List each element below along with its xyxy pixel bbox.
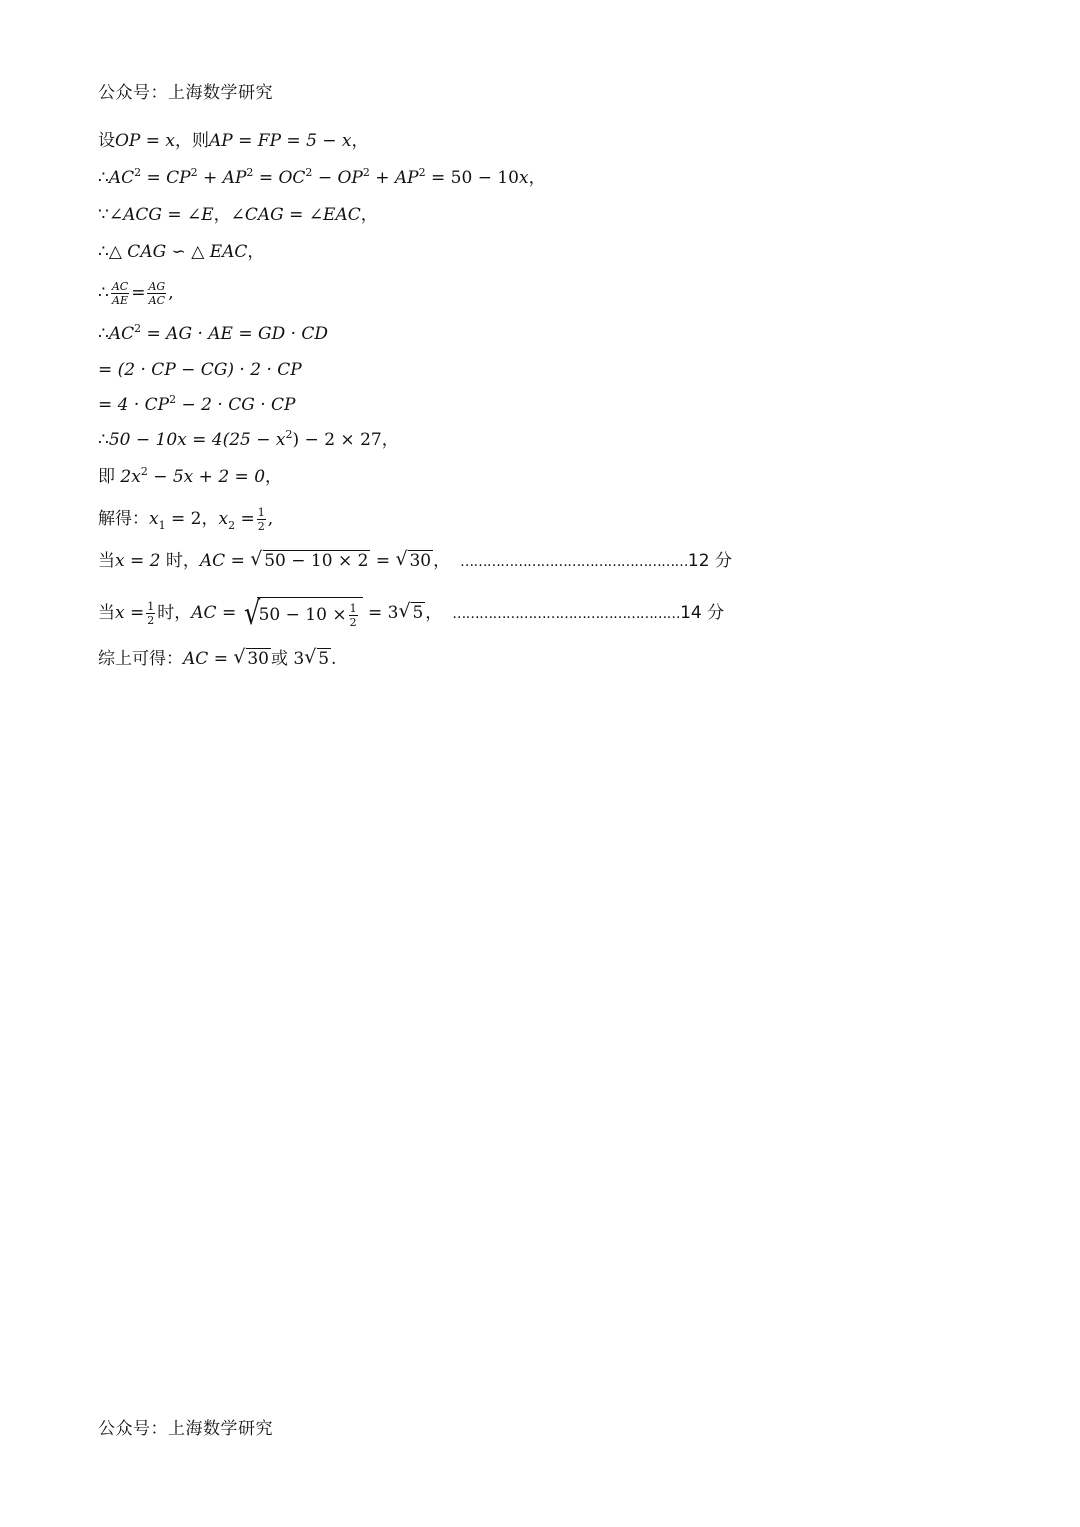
math: = AG · AE = GD · CD	[146, 324, 329, 344]
line-14	[98, 647, 336, 671]
line-6: $\therefore AC^2$ = AG · AE = GD · CD	[98, 322, 329, 344]
math: ∠ACG = ∠E	[108, 205, 214, 225]
line-2: $\therefore AC^2 = CP^2 + AP^2 = OC^2 - OP^2 + AP^2 = 50 - 10x$，	[98, 166, 546, 188]
footer-watermark: 公众号：上海数学研究	[98, 1419, 273, 1439]
math: AC =	[191, 603, 237, 623]
math: = 3	[367, 603, 399, 623]
math: ) − 2 × 27	[292, 430, 382, 450]
text: 综上可得：	[98, 649, 183, 669]
line-10: 即 $2x^2 - 5x + 2 = 0$，	[98, 465, 283, 487]
math: − 2 · CG · CP	[181, 395, 296, 415]
math: = CP	[146, 168, 191, 188]
punct: ，	[351, 131, 369, 151]
math: AC	[108, 168, 135, 188]
therefore-symbol: ∴	[98, 283, 109, 303]
square-root: √ 50 − 10 × 2	[250, 548, 369, 571]
line-1	[98, 129, 369, 153]
punct: .	[331, 649, 337, 669]
math: − OP	[317, 168, 363, 188]
math: = 2	[171, 509, 202, 529]
line-3	[98, 203, 378, 227]
punct: ，	[425, 603, 443, 623]
text: 当	[98, 603, 115, 623]
math: =	[240, 509, 255, 529]
math: =	[131, 283, 146, 303]
therefore-symbol: ∴	[98, 168, 109, 188]
text: 设	[98, 131, 115, 151]
math: = OC	[258, 168, 306, 188]
text: 当	[98, 551, 115, 571]
math: ∠CAG = ∠EAC	[230, 205, 361, 225]
header-watermark: 公众号：上海数学研究	[98, 83, 273, 103]
line-5	[98, 280, 174, 307]
square-root: √ 5	[304, 646, 330, 669]
text: 时，	[157, 603, 192, 623]
line-8: = $4 \cdot CP^2 - 2$ · CG · CP	[98, 393, 296, 415]
text: ，则	[175, 131, 210, 151]
text: 解得：	[98, 509, 149, 529]
math: △ CAG ∽ △ EAC	[108, 242, 248, 262]
math: = (2 · CP − CG) · 2 · CP	[98, 360, 302, 380]
line-13	[98, 594, 725, 632]
punct: ,	[168, 283, 174, 303]
math: x	[519, 168, 529, 188]
math: x =	[115, 603, 145, 623]
punct: ，	[381, 430, 399, 450]
square-root: √ 50 − 10 × $\frac{1}{2}$	[242, 597, 363, 630]
square-root: √ 5	[398, 600, 424, 623]
therefore-symbol: ∴	[98, 430, 109, 450]
line-4	[98, 240, 264, 264]
math: 2x	[120, 467, 141, 487]
punct: ，	[528, 168, 546, 188]
math: − 5x + 2 = 0	[153, 467, 266, 487]
fraction: $\frac{AC}{AE}$	[111, 280, 129, 307]
math: OP = x	[115, 131, 176, 151]
punct: ,	[267, 509, 274, 529]
line-12	[98, 549, 732, 574]
therefore-symbol: ∴	[98, 242, 109, 262]
math: AC =	[183, 649, 228, 669]
leader-dots: ……………………………………………	[452, 606, 681, 622]
fraction: $\frac{AG}{AC}$	[148, 280, 166, 307]
math: 50 − 10x = 4(25 − x	[108, 430, 286, 450]
math: 3	[293, 649, 305, 669]
fraction: $\frac{1}{2}$	[147, 600, 155, 627]
score-mark: 14 分	[680, 603, 725, 623]
square-root: √ 30	[395, 548, 432, 571]
text: 即	[98, 467, 121, 487]
text: 时，	[160, 551, 200, 571]
line-11: 解得：$x_1 = 2$，$x_2$ = $\frac{1}{2}$ ,	[98, 506, 274, 533]
punct: ，	[201, 509, 219, 529]
math: + AP	[375, 168, 419, 188]
punct: ，	[247, 242, 265, 262]
math: x	[149, 509, 159, 529]
math: x = 2	[115, 551, 161, 571]
math: = 50 − 10	[431, 168, 519, 188]
line-7	[98, 358, 302, 382]
square-root: √ 30	[233, 646, 269, 669]
text: 或	[270, 649, 294, 669]
punct: ，	[360, 205, 378, 225]
math: AP = FP = 5 − x	[209, 131, 352, 151]
punct: ，	[265, 467, 283, 487]
score-mark: 12 分	[687, 551, 732, 571]
punct: ，	[213, 205, 231, 225]
math: AC	[108, 324, 135, 344]
punct: ，	[433, 551, 451, 571]
math: =	[375, 551, 391, 571]
math: + AP	[203, 168, 247, 188]
therefore-symbol: ∴	[98, 324, 109, 344]
math: x	[218, 509, 229, 529]
fraction: $\frac{1}{2}$	[257, 506, 265, 533]
leader-dots: ……………………………………………	[460, 554, 688, 570]
math: AC =	[199, 551, 245, 571]
because-symbol: ∵	[98, 205, 109, 225]
math: = 4 · CP	[98, 395, 170, 415]
line-9: ∴50 − $10x = 4(25 - x^2) - 2 \times 27$，	[98, 428, 399, 450]
